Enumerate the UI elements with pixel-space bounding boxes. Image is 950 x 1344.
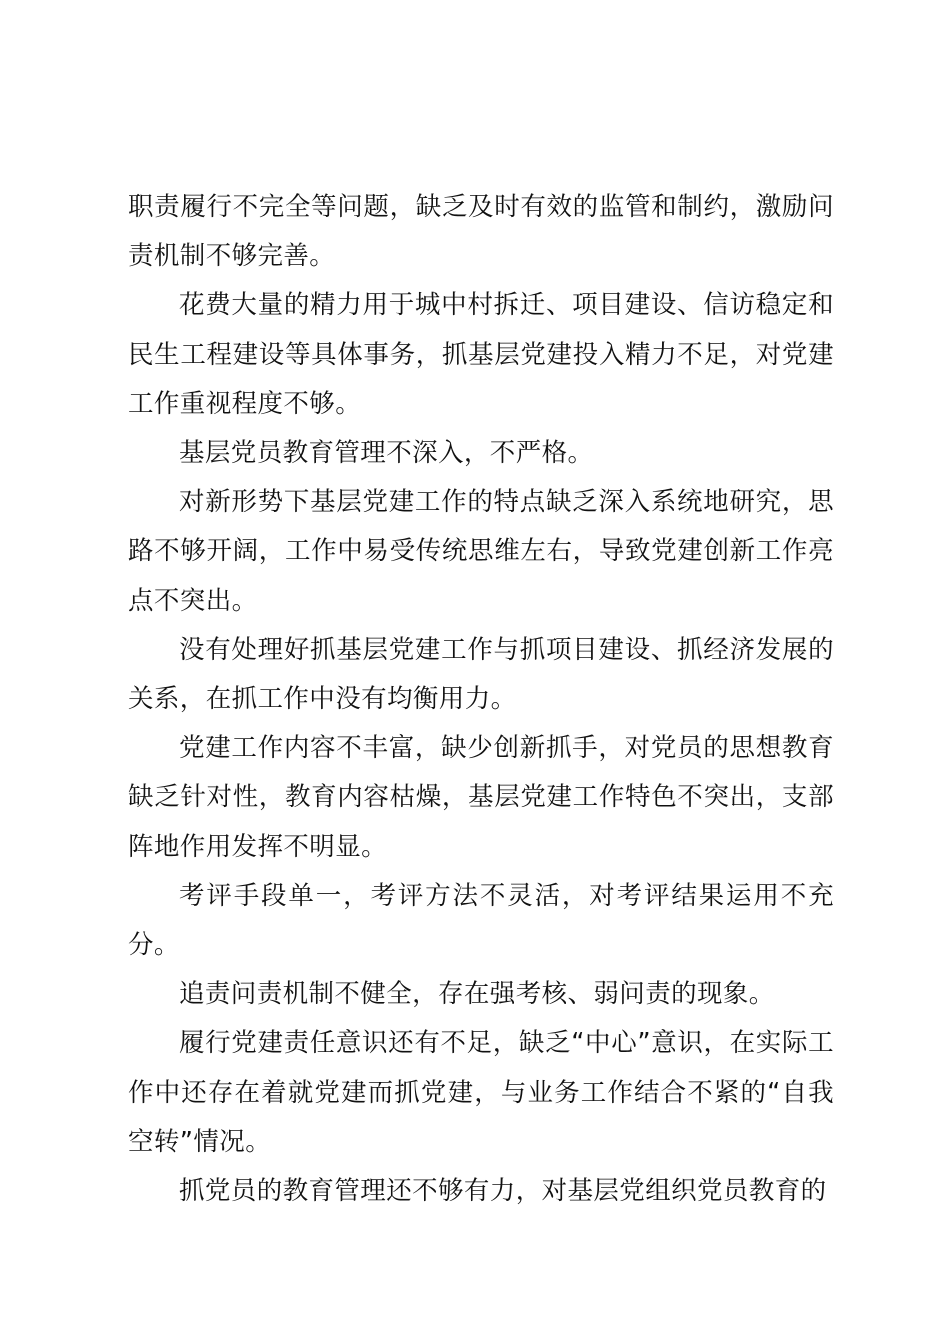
paragraph-2: 花费大量的精力用于城中村拆迁、项目建设、信访稳定和民生工程建设等具体事务，抓基层党建投入精力不足，对党建工作重视程度不够。 <box>128 290 834 419</box>
paragraph-1: 职责履行不完全等问题，缺乏及时有效的监管和制约，激励问责机制不够完善。 <box>128 192 834 272</box>
paragraph-3: 基层党员教育管理不深入，不严格。 <box>179 438 594 469</box>
paragraph-8: 追责问责机制不健全，存在强考核、弱问责的现象。 <box>179 979 775 1010</box>
paragraph-10: 抓党员的教育管理还不够有力，对基层党组织党员教育的 <box>179 1176 827 1207</box>
paragraph-7: 考评手段单一，考评方法不灵活，对考评结果运用不充分。 <box>128 880 834 961</box>
document-body <box>128 183 834 1216</box>
paragraph-9: 履行党建责任意识还有不足，缺乏“中心”意识，在实际工作中还存在着就党建而抓党建，与业务工作结合不紧的“自我空转”情况。 <box>128 1028 834 1157</box>
paragraph-5: 没有处理好抓基层党建工作与抓项目建设、抓经济发展的关系，在抓工作中没有均衡用力。 <box>128 634 834 715</box>
paragraph-6: 党建工作内容不丰富，缺少创新抓手，对党员的思想教育缺乏针对性，教育内容枯燥，基层党建工作特色不突出，支部阵地作用发挥不明显。 <box>128 733 834 862</box>
paragraph-4: 对新形势下基层党建工作的特点缺乏深入系统地研究，思路不够开阔，工作中易受传统思维左右，导致党建创新工作亮点不突出。 <box>128 487 834 616</box>
